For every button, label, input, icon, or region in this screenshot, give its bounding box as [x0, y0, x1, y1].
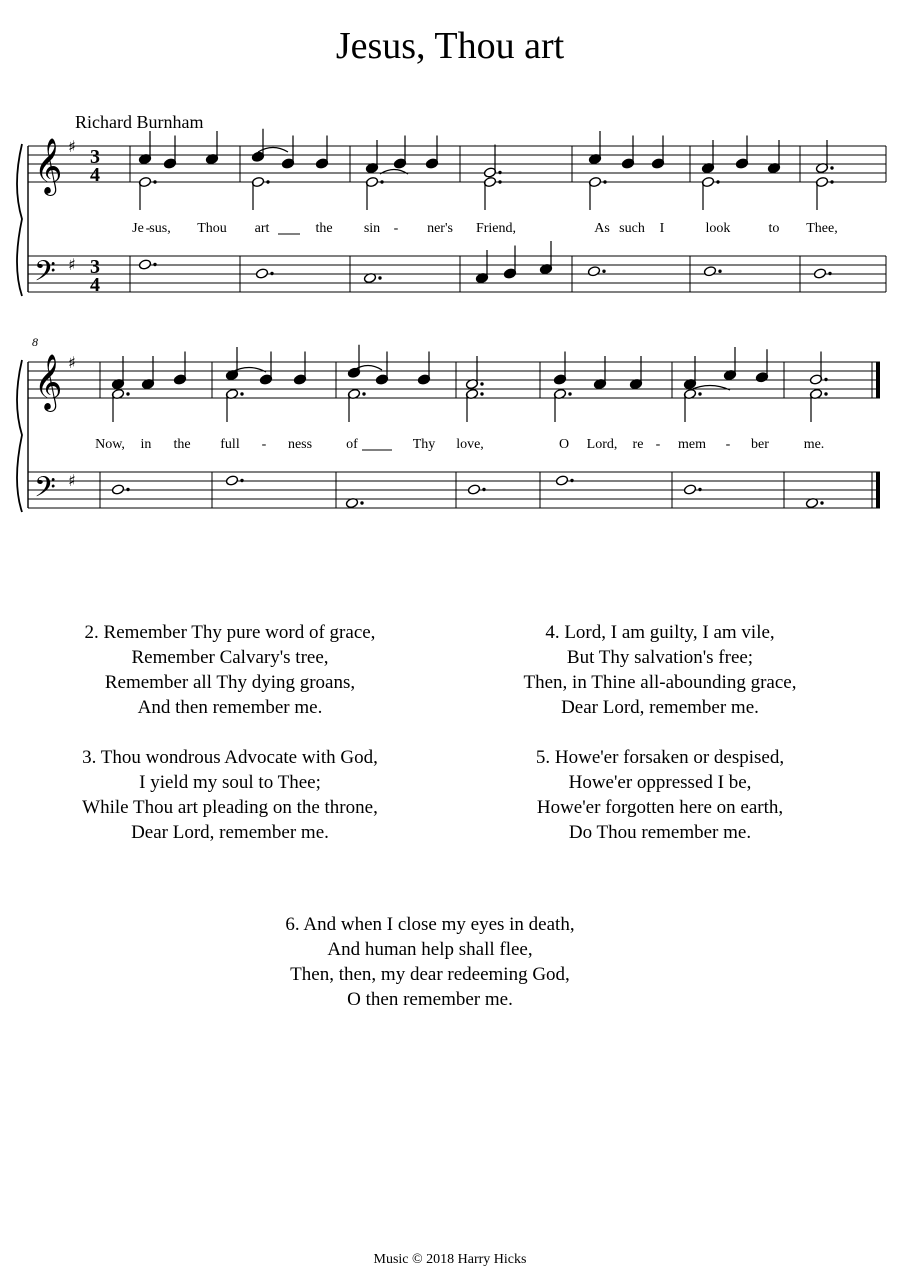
lyric-syllable: -: [393, 221, 399, 236]
lyric-syllable: the: [173, 437, 191, 452]
lyric-syllable: mem: [678, 437, 706, 452]
augmentation-dot: [240, 392, 243, 395]
verse-line: And then remember me.: [137, 697, 323, 718]
verse-line: Dear Lord, remember me.: [561, 697, 759, 718]
verse-line: Then, in Thine all-abounding grace,: [523, 672, 797, 693]
augmentation-dot: [480, 382, 483, 385]
lyric-syllable: -: [655, 437, 661, 452]
bass-clef: 𝄢: [34, 255, 56, 295]
half-note-head: [255, 268, 268, 279]
hymn-title: Jesus, Thou art: [335, 25, 565, 67]
augmentation-dot: [698, 392, 701, 395]
augmentation-dot: [498, 180, 501, 183]
lyric-syllable: ber: [751, 437, 769, 452]
lyric-syllable: Je: [132, 221, 144, 236]
half-note-head: [225, 475, 238, 486]
measure-number: 8: [32, 335, 38, 349]
lyric-syllable: O: [558, 437, 570, 452]
half-note-head: [683, 484, 696, 495]
lyric-syllable: to: [768, 221, 780, 236]
key-signature-sharp: ♯: [68, 255, 76, 274]
treble-clef: 𝄞: [34, 138, 63, 194]
augmentation-dot: [380, 180, 383, 183]
lyric-syllable: Friend,: [475, 221, 517, 236]
augmentation-dot: [830, 180, 833, 183]
augmentation-dot: [824, 378, 827, 381]
verse-line: Remember Calvary's tree,: [131, 647, 329, 668]
key-signature-sharp: ♯: [68, 137, 76, 156]
lyric-syllable: I: [659, 221, 665, 236]
lyric-syllable: Now,: [95, 437, 125, 452]
lyric-syllable: full: [220, 437, 240, 452]
verse-line: Howe'er oppressed I be,: [568, 772, 752, 793]
augmentation-dot: [828, 272, 831, 275]
verse-line: O then remember me.: [347, 989, 513, 1010]
time-signature-bottom: 4: [90, 274, 100, 296]
verse-line: Then, then, my dear redeeming God,: [290, 964, 570, 985]
verse-line: 6. And when I close my eyes in death,: [285, 914, 575, 935]
lyric-syllable: -: [145, 221, 151, 236]
lyric-syllable: Lord,: [586, 437, 618, 452]
augmentation-dot: [568, 392, 571, 395]
composer-name: Richard Burnham: [75, 112, 204, 132]
brace: [17, 360, 22, 512]
music-score: [0, 0, 900, 560]
augmentation-dot: [830, 166, 833, 169]
augmentation-dot: [498, 171, 501, 174]
lyric-syllable: Thou: [197, 221, 227, 236]
augmentation-dot: [820, 501, 823, 504]
lyric-syllable: ness: [287, 437, 313, 452]
verse-3: [40, 745, 420, 845]
lyric-syllable: -: [261, 437, 267, 452]
verse-line: Howe'er forgotten here on earth,: [536, 797, 784, 818]
lyric-syllable: Thee,: [806, 221, 838, 236]
augmentation-dot: [718, 270, 721, 273]
verse-line: Dear Lord, remember me.: [131, 822, 329, 843]
time-signature-top: 3: [90, 146, 100, 168]
half-note-head: [587, 266, 600, 277]
augmentation-dot: [716, 180, 719, 183]
augmentation-dot: [240, 479, 243, 482]
verse-line: Remember all Thy dying groans,: [104, 672, 356, 693]
augmentation-dot: [266, 180, 269, 183]
lyric-syllable: As: [594, 221, 610, 236]
time-signature-top: 3: [90, 256, 100, 278]
lyric-syllable: the: [315, 221, 333, 236]
augmentation-dot: [570, 479, 573, 482]
augmentation-dot: [602, 270, 605, 273]
half-note-head: [111, 484, 124, 495]
verse-line: Do Thou remember me.: [568, 822, 752, 843]
augmentation-dot: [126, 488, 129, 491]
augmentation-dot: [270, 272, 273, 275]
augmentation-dot: [482, 488, 485, 491]
augmentation-dot: [603, 180, 606, 183]
augmentation-dot: [153, 180, 156, 183]
augmentation-dot: [824, 392, 827, 395]
copyright-footer: Music © 2018 Harry Hicks: [373, 1252, 527, 1267]
half-note-head: [813, 268, 826, 279]
time-signature-bottom: 4: [90, 164, 100, 186]
augmentation-dot: [698, 488, 701, 491]
verse-line: But Thy salvation's free;: [566, 647, 754, 668]
verse-line: 2. Remember Thy pure word of grace,: [84, 622, 376, 643]
lyric-syllable: -: [725, 437, 731, 452]
verse-line: 3. Thou wondrous Advocate with God,: [82, 747, 378, 768]
lyric-syllable: look: [705, 221, 731, 236]
key-signature-sharp: ♯: [68, 353, 76, 372]
augmentation-dot: [378, 276, 381, 279]
verse-6: [230, 912, 630, 1012]
lyric-syllable: me.: [803, 437, 825, 452]
treble-clef: 𝄞: [34, 354, 63, 410]
half-note-head: [703, 266, 716, 277]
verse-line: 4. Lord, I am guilty, I am vile,: [545, 622, 775, 643]
lyric-syllable: love,: [456, 437, 484, 452]
verse-line: I yield my soul to Thee;: [139, 772, 321, 793]
lyric-syllable: in: [140, 437, 152, 452]
lyric-syllable: sus,: [149, 221, 171, 236]
half-note-head: [467, 484, 480, 495]
brace: [17, 144, 22, 296]
key-signature-sharp: ♯: [68, 471, 76, 490]
lyric-syllable: art: [254, 221, 270, 236]
lyric-syllable: ner's: [427, 221, 453, 236]
verse-line: And human help shall flee,: [327, 939, 533, 960]
lyric-syllable: sin: [363, 221, 381, 236]
half-note-head: [138, 259, 151, 270]
augmentation-dot: [480, 392, 483, 395]
verse-line: 5. Howe'er forsaken or despised,: [535, 747, 785, 768]
half-note-head: [555, 475, 568, 486]
augmentation-dot: [362, 392, 365, 395]
verse-2: [40, 620, 420, 720]
lyric-syllable: re: [632, 437, 644, 452]
verse-line: While Thou art pleading on the throne,: [82, 797, 378, 818]
augmentation-dot: [153, 263, 156, 266]
bass-clef: 𝄢: [34, 471, 56, 511]
verse-5: [460, 745, 860, 845]
augmentation-dot: [360, 501, 363, 504]
augmentation-dot: [126, 392, 129, 395]
lyric-syllable: such: [619, 221, 645, 236]
verse-4: [460, 620, 860, 720]
lyric-syllable: Thy: [412, 437, 436, 452]
lyric-syllable: of: [346, 437, 358, 452]
